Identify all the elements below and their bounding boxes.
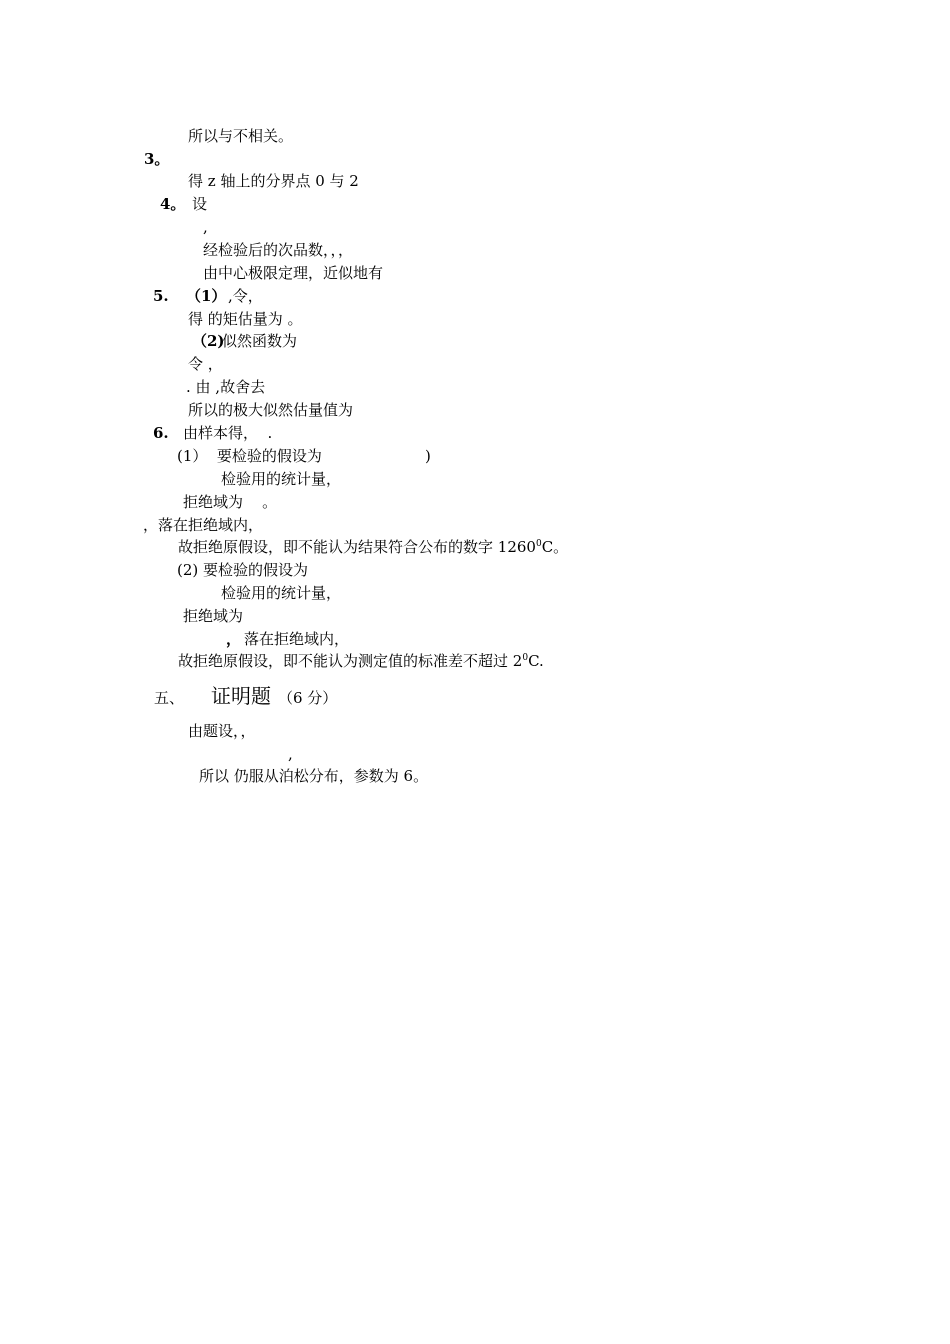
text-line: 令 ，	[188, 355, 223, 373]
text-line: (2) 要检验的假设为	[177, 561, 309, 579]
text-line: 得 的矩估量为 。	[188, 310, 303, 328]
text-line: . 由 ,故舍去	[186, 378, 266, 396]
text-line: ,	[288, 745, 293, 763]
text-line: 检验用的统计量，	[221, 584, 342, 602]
text-segment: C.	[528, 652, 544, 670]
text-line	[178, 651, 544, 671]
part-label: （2)	[192, 332, 225, 350]
section-score: （6 分）	[278, 689, 338, 707]
text-line: 由题设，，	[188, 722, 256, 740]
text-line: 拒绝域为 。	[183, 493, 278, 511]
item-number-5: 5.	[153, 287, 169, 305]
text-segment: 故拒绝原假设，即不能认为测定值的标准差不超过 2	[178, 652, 523, 670]
text-line: (1） 要检验的假设为	[177, 447, 322, 465]
text-line: 由样本得， .	[183, 424, 273, 442]
section-title: 证明题	[211, 684, 271, 708]
text-line: ，	[226, 630, 242, 648]
item-number-3: 3。	[144, 150, 170, 168]
part-label: （1）	[186, 287, 227, 305]
superscript: 0	[522, 653, 529, 663]
text-segment: 故拒绝原假设，即不能认为结果符合公布的数字 1260	[178, 538, 536, 556]
text-line: 经检验后的次品数，，，	[203, 241, 354, 259]
text-line: 拒绝域为	[183, 607, 244, 625]
text-line: ,	[203, 218, 208, 236]
text-line: 设	[192, 195, 208, 213]
text-segment: C。	[541, 538, 569, 556]
text-line: )	[425, 447, 431, 465]
text-line: 所以的极大似然估量值为	[188, 401, 354, 419]
text-line: 由中心极限定理，近似地有	[203, 264, 384, 282]
text-line: ,令，	[228, 287, 263, 305]
text-line: 落在拒绝域内，	[244, 630, 350, 648]
text-line: 检验用的统计量，	[221, 470, 342, 488]
superscript: 0	[535, 539, 542, 549]
section-number: 五、	[154, 689, 185, 707]
text-line: 得 z 轴上的分界点 0 与 2	[188, 172, 359, 190]
text-line: 所以与不相关。	[188, 127, 294, 145]
text-line	[178, 537, 568, 557]
text-line: 所以 仍服从泊松分布，参数为 6。	[199, 767, 429, 785]
item-number-6: 6.	[153, 424, 169, 442]
item-number-4: 4。	[160, 195, 186, 213]
text-line: ，落在拒绝域内，	[143, 516, 264, 534]
text-line: 似然函数为	[222, 332, 298, 350]
